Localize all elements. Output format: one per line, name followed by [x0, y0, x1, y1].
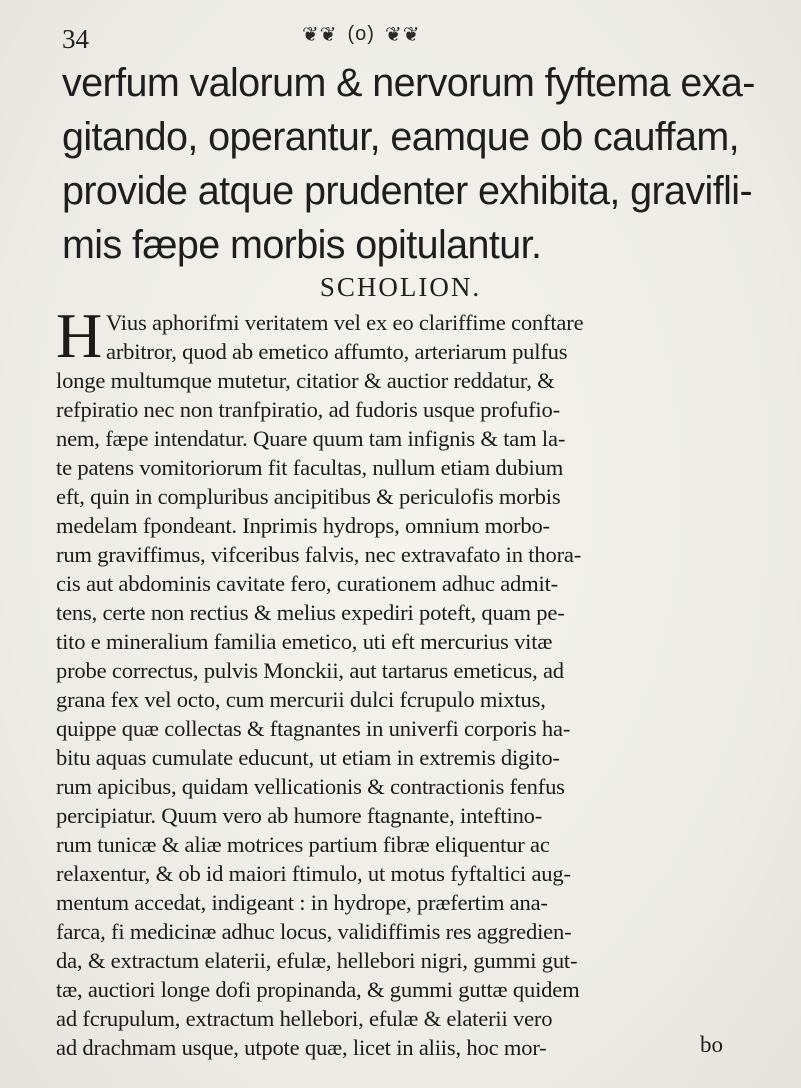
ornament-center: (o)	[347, 22, 375, 45]
body-line: farca, fi medicinæ adhuc locus, validiffimis res aggredien-	[56, 919, 572, 944]
body-line: nem, fæpe intendatur. Quare quum tam infignis & tam la-	[56, 426, 566, 451]
body-line: longe multumque mutetur, citatior & auctior reddatur, &	[56, 368, 555, 393]
lead-paragraph	[62, 56, 755, 272]
lead-line: verfum valorum & nervorum fyftema exa-	[62, 61, 755, 105]
catchword: bo	[700, 1032, 723, 1057]
ornament-left-icon: ❦❦	[302, 22, 338, 46]
body-line: grana fex vel octo, cum mercurii dulci fcrupulo mixtus,	[56, 687, 546, 712]
body-line: tæ, auctiori longe dofi propinanda, & gummi guttæ quidem	[56, 977, 580, 1002]
body-line: da, & extractum elaterii, efulæ, hellebori nigri, gummi gut-	[56, 948, 578, 973]
drop-cap: H	[56, 300, 103, 371]
body-line: tens, certe non rectius & melius expediri poteft, quam pe-	[56, 600, 565, 625]
body-line: ad fcrupulum, extractum hellebori, efulæ & elaterii vero	[56, 1006, 553, 1031]
body-line: bitu aquas cumulate educunt, ut etiam in extremis digito-	[56, 745, 560, 770]
body-line: medelam fpondeant. Inprimis hydrops, omnium morbo-	[56, 513, 550, 538]
section-heading: SCHOLION.	[319, 272, 482, 302]
lead-line: provide atque prudenter exhibita, gravifli-	[62, 169, 753, 213]
body-line: ad drachmam usque, utpote quæ, licet in aliis, hoc mor-	[56, 1035, 547, 1060]
body-line: rum graviffimus, vifceribus falvis, nec extravafato in thora-	[56, 542, 582, 567]
body-line: quippe quæ collectas & ftagnantes in univerfi corporis ha-	[56, 716, 571, 741]
body-line: mentum accedat, indigeant : in hydrope, præfertim ana-	[56, 890, 548, 915]
body-line: percipiatur. Quum vero ab humore ftagnante, inteftino-	[56, 803, 543, 828]
page-header	[62, 14, 742, 58]
header-ornament	[302, 22, 420, 46]
body-line: te patens vomitoriorum fit facultas, nullum etiam dubium	[56, 455, 564, 480]
body-line: probe correctus, pulvis Monckii, aut tartarus emeticus, ad	[56, 658, 564, 683]
body-line: arbitror, quod ab emetico affumto, arteriarum pulfus	[106, 339, 568, 364]
body-line: rum tunicæ & aliæ motrices partium fibræ eliquentur ac	[56, 832, 550, 857]
ornament-right-icon: ❦❦	[384, 22, 421, 46]
body-line: relaxentur, & ob id maiori ftimulo, ut motus fyftaltici aug-	[56, 861, 571, 886]
body-line: cis aut abdominis cavitate fero, curationem adhuc admit-	[56, 571, 558, 596]
body-line: eft, quin in compluribus ancipitibus & periculofis morbis	[56, 484, 561, 509]
body-line: tito e mineralium familia emetico, uti eft mercurius vitæ	[56, 629, 553, 654]
body-line: rum apicibus, quidam vellicationis & contractionis fenfus	[56, 774, 565, 799]
body-line: Vius aphorifmi veritatem vel ex eo clariffime conftare	[106, 310, 584, 335]
body-line: refpiratio nec non tranfpiratio, ad fudoris usque profufio-	[56, 397, 560, 422]
page-number: 34	[62, 24, 89, 54]
lead-line: mis fæpe morbis opitulantur.	[62, 223, 542, 267]
lead-line: gitando, operantur, eamque ob cauffam,	[62, 115, 739, 159]
scholion-body	[56, 300, 756, 1062]
